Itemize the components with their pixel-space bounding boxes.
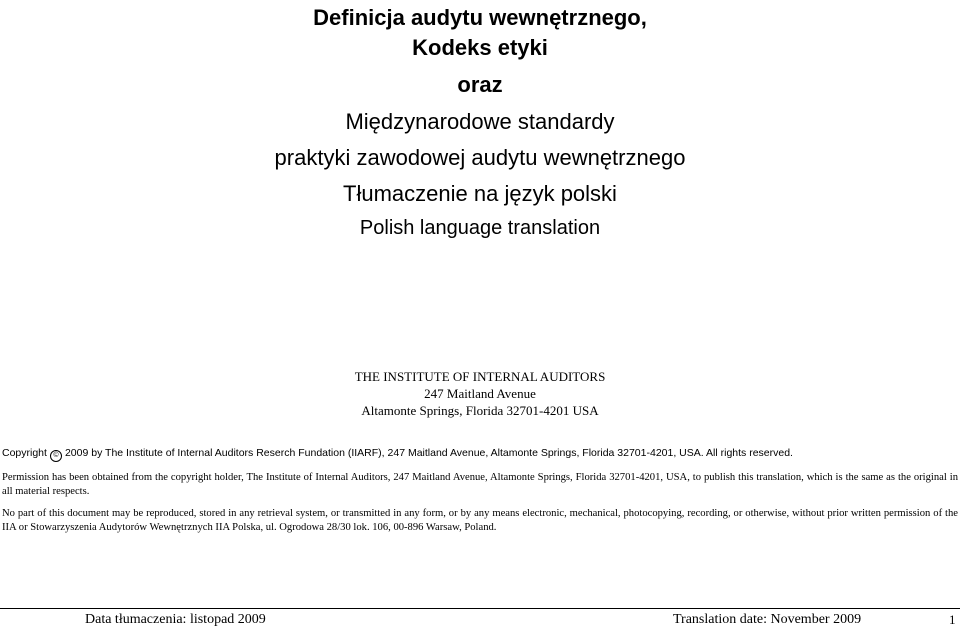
title-line-6: Tłumaczenie na język polski (343, 181, 617, 206)
reproduction-paragraph: No part of this document may be reproduced, stored in any retrieval system, or transmitted in any form, or by any means electronic, mechanical, photocopying, recording, or otherwise, without prior written permission of the IIA or Stowarzyszenia Audytorów Wewnętrznych IIA Polska, ul. Ogrodowa 28/30 lok. 106, 00-896 Warsaw, Poland. (2, 508, 958, 533)
title-line-2: Kodeks etyki (412, 35, 548, 60)
title-line-1: Definicja audytu wewnętrznego, (313, 5, 647, 30)
page-footer (0, 608, 960, 629)
institute-city: Altamonte Springs, Florida 32701-4201 USA (361, 403, 599, 418)
permission-paragraph: Permission has been obtained from the copyright holder, The Institute of Internal Auditors, 247 Maitland Avenue, Altamonte Springs, Florida 32701-4201, USA, to publish this translation, which is the same as the original in all material respects. (2, 472, 958, 497)
institute-street: 247 Maitland Avenue (424, 386, 536, 401)
title-line-3: oraz (457, 72, 503, 97)
title-line-7: Polish language translation (359, 217, 601, 239)
footer-translation-date-pl: Data tłumaczenia: listopad 2009 (85, 612, 266, 627)
title-line-4: Międzynarodowe standardy (345, 109, 615, 134)
footer-translation-date-en: Translation date: November 2009 (673, 612, 862, 627)
copyright-text: 2009 by The Institute of Internal Auditors Reserch Fundation (IIARF), 247 Maitland Avenue, Altamonte Springs, Florida 32701-4201, USA. All rights reserved. (64, 447, 793, 459)
institute-name: THE INSTITUTE OF INTERNAL AUDITORS (354, 369, 606, 384)
title-line-5: praktyki zawodowej audytu wewnętrznego (274, 145, 686, 170)
institute-address (0, 368, 960, 419)
page-number: 1 (949, 612, 956, 627)
copyright-prefix: Copyright (2, 447, 47, 459)
copyright-icon: © (50, 450, 62, 462)
copyright-notice (2, 446, 958, 462)
